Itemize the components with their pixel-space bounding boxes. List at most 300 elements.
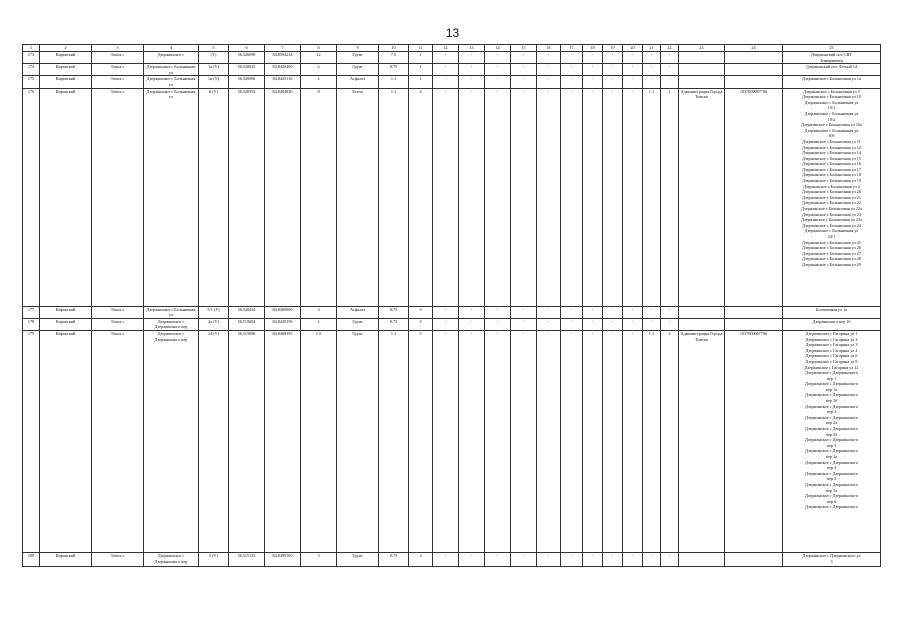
table-cell: -: [433, 76, 459, 88]
table-cell: Грунт: [337, 64, 379, 76]
table-cell: Грунт: [337, 330, 379, 552]
table-cell: Грунт: [337, 318, 379, 330]
table-cell: -: [485, 88, 511, 306]
table-cell: -: [561, 64, 583, 76]
address-line: Дзержинское с Больничная ул: [804, 127, 859, 133]
table-cell: Кировский: [40, 552, 92, 566]
table-cell: 84,8499100: [265, 552, 301, 566]
table-cell: -: [561, 88, 583, 306]
table-cell: 3: [409, 306, 433, 318]
address-line: Дзержинское с Дзержинского: [804, 392, 858, 398]
table-cell: -: [583, 64, 603, 76]
register-table: [22, 44, 881, 567]
address-line: Дзержинское с Дзержинского: [804, 437, 858, 443]
table-cell: 84,8425110: [265, 76, 301, 88]
table-cell: Администрация Города Томска: [679, 88, 725, 306]
column-number: 22: [661, 45, 679, 52]
table-cell: -: [433, 64, 459, 76]
column-number: 6: [229, 45, 265, 52]
table-cell: 1037000087706: [725, 330, 783, 552]
table-cell: -: [623, 552, 643, 566]
address-line: пер 1а: [825, 386, 838, 392]
table-cell: 6 (У): [199, 88, 229, 306]
table-cell: [679, 76, 725, 88]
address-line: Дзержинский пос СНТ: [810, 52, 853, 57]
address-cell: [783, 318, 881, 330]
table-cell: -: [643, 76, 661, 88]
address-line: Дзержинское с Дзержинского: [804, 493, 858, 499]
table-cell: -: [583, 318, 603, 330]
table-cell: -: [433, 52, 459, 64]
table-cell: -: [661, 306, 679, 318]
address-line: Дзержинское с Дзержинского: [804, 414, 858, 420]
table-cell: 1: [661, 88, 679, 306]
address-cell: [783, 52, 881, 64]
address-line: пер 5: [826, 476, 837, 482]
table-cell: -: [643, 318, 661, 330]
column-number-row: [23, 45, 881, 52]
table-cell: -: [561, 552, 583, 566]
table-cell: -: [459, 64, 485, 76]
table-cell: -: [623, 52, 643, 64]
table-cell: -: [603, 318, 623, 330]
table-cell: 3: [301, 552, 337, 566]
table-cell: Бетон: [337, 88, 379, 306]
table-row: [23, 552, 881, 566]
table-cell: 4: [409, 88, 433, 306]
table-cell: -: [561, 318, 583, 330]
column-number: 13: [459, 45, 485, 52]
address-line: Дзержинского пер 1б: [812, 318, 851, 324]
table-cell: -: [661, 552, 679, 566]
address-line: пер 2а: [825, 420, 838, 426]
column-number: 20: [623, 45, 643, 52]
table-cell: -: [459, 306, 485, 318]
address-line: Дзержинское с Дзержинского ул: [802, 552, 861, 558]
table-cell: -: [485, 64, 511, 76]
table-cell: -: [511, 88, 537, 306]
table-cell: -: [537, 52, 561, 64]
table-cell: 2: [301, 318, 337, 330]
address-line: Дзержинское с Больничная ул 21: [802, 194, 861, 200]
table-cell: Дзержинское с: [144, 52, 199, 64]
table-cell: 1.1: [379, 76, 409, 88]
table-cell: -: [603, 76, 623, 88]
table-cell: 84,8594234: [265, 52, 301, 64]
table-cell: -: [433, 552, 459, 566]
table-cell: -: [661, 76, 679, 88]
address-line: Дзержинское с Больничная ул 27: [802, 250, 861, 256]
column-number: 11: [409, 45, 433, 52]
table-cell: 56,526098: [229, 52, 265, 64]
table-cell: 7.5: [379, 52, 409, 64]
table-cell: -: [537, 318, 561, 330]
table-cell: 177: [23, 306, 40, 318]
table-cell: 84,8468195: [265, 330, 301, 552]
table-cell: 2: [661, 330, 679, 552]
address-line: Дзержинское с Дзержинского: [804, 504, 858, 510]
column-number: 25: [783, 45, 881, 52]
table-cell: -: [485, 318, 511, 330]
table-cell: Томск г: [92, 64, 144, 76]
table-row: [23, 76, 881, 88]
address-line: Дзержинское с Больничная ул 23а: [801, 217, 862, 223]
table-cell: -: [459, 76, 485, 88]
table-cell: -: [537, 330, 561, 552]
address-line: Дзержинское с Больничная ул 20: [802, 189, 861, 195]
table-cell: 1.1: [379, 88, 409, 306]
table-row: [23, 318, 881, 330]
table-cell: 176: [23, 88, 40, 306]
table-cell: -: [561, 52, 583, 64]
table-row: [23, 306, 881, 318]
table-cell: 0.75: [379, 318, 409, 330]
table-cell: Асфальт: [337, 76, 379, 88]
address-cell: [783, 306, 881, 318]
address-line: 10б: [828, 133, 835, 139]
table-cell: 1: [409, 52, 433, 64]
column-number: 17: [561, 45, 583, 52]
table-cell: Томск г: [92, 88, 144, 306]
table-cell: -: [459, 552, 485, 566]
table-cell: -: [433, 88, 459, 306]
address-line: Дзержинское с Больничная ул 10а: [801, 122, 862, 128]
address-line: 24/1: [827, 234, 836, 239]
table-cell: Томск г: [92, 552, 144, 566]
table-cell: 2: [301, 76, 337, 88]
address-cell: [783, 64, 881, 76]
table-cell: 84,8404830: [265, 88, 301, 306]
table-cell: 1.1: [379, 330, 409, 552]
column-number: 4: [144, 45, 199, 52]
address-line: Дзержинское с Больничная ул 22: [802, 200, 861, 206]
table-cell: -: [537, 76, 561, 88]
table-cell: -: [561, 306, 583, 318]
table-cell: -: [459, 52, 485, 64]
table-cell: 2: [301, 64, 337, 76]
table-cell: -: [511, 330, 537, 552]
table-cell: -: [561, 330, 583, 552]
table-cell: Кировский: [40, 64, 92, 76]
table-cell: 5/1 (У): [199, 306, 229, 318]
table-cell: 84,8420400: [265, 64, 301, 76]
table-cell: -: [459, 330, 485, 552]
table-cell: -: [661, 64, 679, 76]
address-line: Дзержинское с Дзержинского: [804, 470, 858, 476]
table-cell: 179: [23, 330, 40, 552]
table-cell: 1: [409, 64, 433, 76]
table-cell: -: [537, 88, 561, 306]
table-cell: -: [623, 318, 643, 330]
table-cell: -: [511, 64, 537, 76]
address-line: пер 2б: [825, 431, 838, 437]
address-line: Дзержинское с Гагарина ул 12: [804, 364, 859, 370]
table-cell: 5 (У): [199, 552, 229, 566]
table-cell: -: [459, 318, 485, 330]
table-cell: Кировский: [40, 330, 92, 552]
table-cell: 56,520625: [229, 64, 265, 76]
table-cell: Кировский: [40, 88, 92, 306]
table-cell: Дзержинское с Больничная ул: [144, 306, 199, 318]
address-line: пер 4: [826, 465, 837, 471]
table-cell: Кировский: [40, 76, 92, 88]
address-line: Дзержинское с Больничная ул 26: [802, 245, 861, 251]
column-number: 19: [603, 45, 623, 52]
column-number: 14: [485, 45, 511, 52]
table-cell: 1и (У): [199, 76, 229, 88]
table-cell: 173: [23, 52, 40, 64]
address-line: Дзержинское с Больничная ул 19: [802, 178, 861, 184]
address-line: пер 3а: [825, 454, 838, 459]
address-line: 10/1: [827, 105, 836, 111]
table-cell: 56,515096: [229, 330, 265, 552]
address-line: Дзержинское с Больничная ул 2: [803, 183, 860, 189]
address-line: пер 1: [826, 375, 837, 381]
address-cell: [783, 76, 881, 88]
address-line: Больничная ул 1а: [815, 306, 848, 312]
table-cell: Дзержинское с Больничная ул: [144, 88, 199, 306]
address-line: Дзержинское с Больничная ул 12: [802, 144, 861, 150]
table-cell: -: [623, 330, 643, 552]
address-line: Дзержинское с Больничная ул 29: [802, 261, 861, 267]
table-cell: 1.1: [643, 88, 661, 306]
table-cell: [725, 52, 783, 64]
column-number: 3: [92, 45, 144, 52]
table-cell: 1.5: [301, 330, 337, 552]
table-cell: Грунт: [337, 552, 379, 566]
table-cell: -: [561, 76, 583, 88]
table-cell: -: [643, 306, 661, 318]
address-line: Дзержинское с Больничная ул 17: [802, 166, 861, 172]
table-cell: [725, 552, 783, 566]
table-cell: [679, 64, 725, 76]
table-cell: -: [511, 318, 537, 330]
address-line: 3: [830, 558, 833, 564]
address-line: Дзержинское с Дзержинского: [804, 448, 858, 454]
address-line: Дзержинский пос Лесной 14: [805, 64, 858, 70]
column-number: 5: [199, 45, 229, 52]
table-cell: Грунт: [337, 52, 379, 64]
address-line: Дзержинское с Больничная ул 1а: [802, 76, 861, 82]
column-number: 2: [40, 45, 92, 52]
address-line: Дзержинское с Больничная ул 23: [802, 211, 861, 217]
table-cell: -: [623, 64, 643, 76]
table-cell: 1: [409, 76, 433, 88]
table-cell: -: [433, 318, 459, 330]
column-number: 9: [337, 45, 379, 52]
table-cell: -: [623, 306, 643, 318]
address-line: Дзержинское с Гагарина ул 3: [805, 342, 858, 348]
address-line: пер 6: [826, 498, 837, 504]
table-cell: 180: [23, 552, 40, 566]
address-line: Дзержинское с Больничная ул 14: [802, 150, 861, 156]
table-cell: 0.75: [379, 552, 409, 566]
table-cell: (У): [199, 52, 229, 64]
address-line: Дзержинское с Гагарина ул 4: [805, 347, 858, 353]
column-number: 23: [679, 45, 725, 52]
table-cell: 56,519694: [229, 318, 265, 330]
table-cell: -: [537, 552, 561, 566]
table-cell: Дзержинское с Дзержинского пер: [144, 552, 199, 566]
table-cell: Томск г: [92, 330, 144, 552]
address-line: пер 1б: [825, 398, 838, 404]
table-cell: [679, 52, 725, 64]
table-cell: Томск г: [92, 318, 144, 330]
address-line: Дзержинское с Больничная ул 22а: [801, 206, 862, 212]
table-cell: [679, 306, 725, 318]
table-cell: 84,8420150: [265, 318, 301, 330]
address-line: Дзержинское с Дзержинского: [804, 481, 858, 487]
table-cell: 175: [23, 76, 40, 88]
table-cell: 2: [409, 318, 433, 330]
address-line: Дзержинское с Гагарина ул 1: [805, 330, 858, 336]
table-cell: -: [583, 330, 603, 552]
table-cell: -: [603, 52, 623, 64]
table-cell: Дзержинское с Дзержинского пер: [144, 330, 199, 552]
page-number: 13: [445, 26, 460, 40]
table-row: [23, 64, 881, 76]
table-cell: 1037000087706: [725, 88, 783, 306]
table-cell: -: [583, 52, 603, 64]
table-cell: 5: [409, 330, 433, 552]
table-cell: 1.1: [643, 330, 661, 552]
address-line: пер 3: [826, 442, 837, 448]
table-cell: -: [485, 76, 511, 88]
table-cell: -: [583, 88, 603, 306]
address-line: Дзержинское с Больничная ул 3: [803, 88, 860, 94]
table-cell: 0.75: [379, 64, 409, 76]
address-cell: [783, 88, 881, 306]
table-cell: -: [537, 306, 561, 318]
table-cell: -: [643, 552, 661, 566]
table-cell: 24 (У): [199, 330, 229, 552]
table-cell: -: [485, 330, 511, 552]
table-cell: -: [603, 64, 623, 76]
table-cell: [725, 64, 783, 76]
table-cell: -: [643, 64, 661, 76]
table-cell: 178: [23, 318, 40, 330]
table-cell: 1а (У): [199, 64, 229, 76]
table-row: [23, 88, 881, 306]
column-number: 1: [23, 45, 40, 52]
table-cell: 84,8400000: [265, 306, 301, 318]
table-cell: [679, 318, 725, 330]
table-cell: Дзержинское с Больничная ул: [144, 76, 199, 88]
column-number: 12: [433, 45, 459, 52]
table-cell: -: [603, 306, 623, 318]
table-cell: 2а (У): [199, 318, 229, 330]
table-cell: [725, 76, 783, 88]
address-line: Дзержинское с Дзержинского: [804, 426, 858, 432]
table-cell: 0.75: [379, 306, 409, 318]
table-cell: -: [603, 330, 623, 552]
table-cell: Асфальт: [337, 306, 379, 318]
address-line: Дзержинское с Больничная ул: [804, 99, 859, 105]
table-cell: 3: [301, 306, 337, 318]
table-cell: -: [511, 52, 537, 64]
address-line: Дзержинское с Дзержинского: [804, 459, 858, 465]
table-cell: -: [485, 306, 511, 318]
address-line: Дзержинское с Дзержинского: [804, 403, 858, 409]
address-line: Дзержинское с Больничная ул: [804, 228, 859, 234]
table-cell: 12: [301, 52, 337, 64]
table-cell: 56,520006: [229, 76, 265, 88]
table-row: [23, 330, 881, 552]
table-cell: 56,515133: [229, 552, 265, 566]
table-cell: -: [537, 64, 561, 76]
table-cell: -: [433, 330, 459, 552]
address-line: Дзержинское с Больничная ул 15: [802, 155, 861, 161]
address-line: Дзержинское с Гагарина ул 8: [805, 358, 858, 364]
address-line: Дзержинское с Больничная ул: [804, 110, 859, 116]
table-cell: -: [661, 318, 679, 330]
table-cell: -: [603, 552, 623, 566]
address-line: Дзержинское с Гагарина ул 2: [805, 336, 858, 342]
address-line: пер 5а: [825, 487, 838, 493]
table-cell: -: [511, 306, 537, 318]
address-line: 10/2: [827, 116, 836, 122]
column-number: 24: [725, 45, 783, 52]
column-number: 10: [379, 45, 409, 52]
table-cell: -: [583, 76, 603, 88]
table-cell: 8: [301, 88, 337, 306]
address-line: Дзержинское с Больничная ул 28: [802, 256, 861, 262]
table-cell: Администрация Города Томска: [679, 330, 725, 552]
table-cell: Дзержинское с Больничная ул: [144, 64, 199, 76]
address-cell: [783, 330, 881, 552]
column-number: 7: [265, 45, 301, 52]
address-line: Дзержинское с Больничная ул 18: [802, 172, 861, 178]
table-cell: -: [433, 306, 459, 318]
table-cell: [725, 306, 783, 318]
table-cell: Кировский: [40, 318, 92, 330]
table-cell: -: [485, 52, 511, 64]
table-cell: -: [603, 88, 623, 306]
column-number: 21: [643, 45, 661, 52]
column-number: 15: [511, 45, 537, 52]
address-line: Дзержинское с Гагарина ул 6: [805, 353, 858, 359]
table-cell: Томск г: [92, 306, 144, 318]
table-cell: Томск г: [92, 76, 144, 88]
table-cell: [725, 318, 783, 330]
table-cell: Дзержинское с Дзержинского пер: [144, 318, 199, 330]
column-number: 16: [537, 45, 561, 52]
table-cell: [679, 552, 725, 566]
table-cell: 3: [409, 552, 433, 566]
table-cell: -: [511, 552, 537, 566]
table-cell: -: [459, 88, 485, 306]
table-cell: -: [661, 52, 679, 64]
table-cell: 174: [23, 64, 40, 76]
table-cell: -: [643, 52, 661, 64]
address-line: Дзержинское с Больничная ул 24: [802, 222, 861, 228]
table-cell: Кировский: [40, 52, 92, 64]
table-cell: Кировский: [40, 306, 92, 318]
address-line: Дзержинское с Больничная ул 16: [802, 161, 861, 167]
address-line: пер 2: [826, 409, 837, 415]
table-row: [23, 52, 881, 64]
table-cell: -: [485, 552, 511, 566]
table-cell: 56,520424: [229, 306, 265, 318]
address-line: Дзержинское с Больничная ул 10: [802, 94, 861, 100]
address-line: Дзержинское с Больничная ул 11: [802, 138, 861, 144]
table-cell: -: [511, 76, 537, 88]
table-cell: -: [583, 306, 603, 318]
table-cell: -: [583, 552, 603, 566]
table-cell: -: [623, 76, 643, 88]
table-cell: Томск г: [92, 52, 144, 64]
table-cell: 56,520592: [229, 88, 265, 306]
